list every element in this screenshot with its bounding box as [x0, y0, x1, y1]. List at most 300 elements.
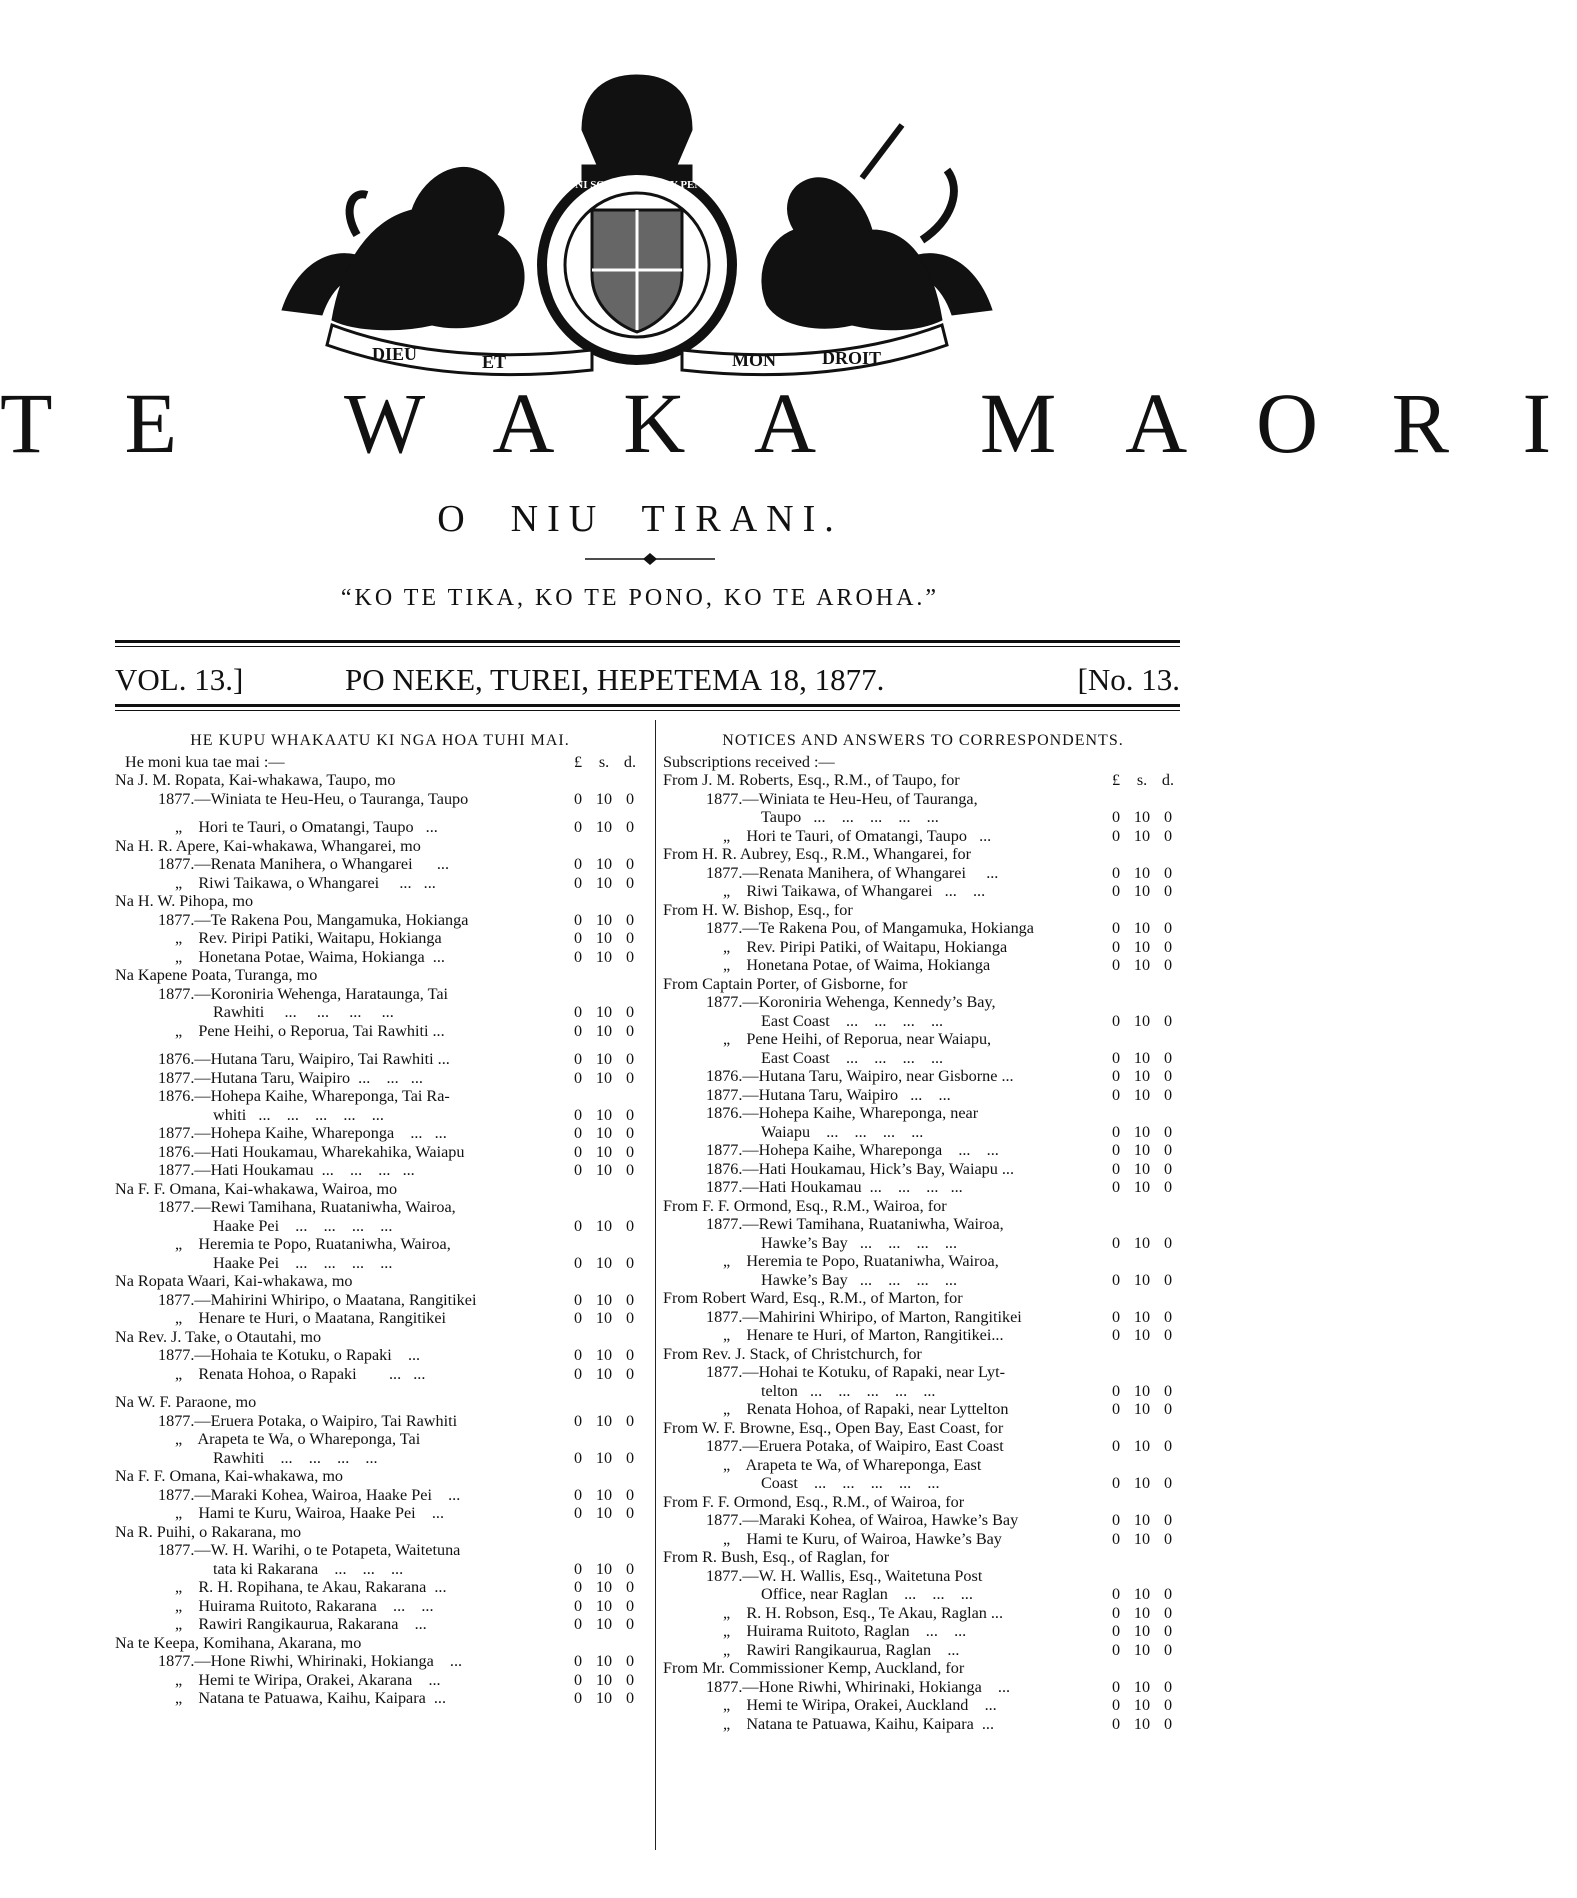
- amount: [1107, 1641, 1177, 1660]
- line-text: „ Natana te Patuawa, Kaihu, Kaipara ...: [723, 1714, 995, 1733]
- subscription-line: [115, 892, 645, 911]
- shillings-value: 10: [595, 1068, 613, 1087]
- subscription-line: [663, 1086, 1183, 1105]
- line-text: 1877.—Hone Riwhi, Whirinaki, Hokianga ...: [158, 1652, 463, 1670]
- pence-value: 0: [1163, 956, 1173, 974]
- pence-value: 0: [1163, 1640, 1173, 1659]
- subscription-line: [115, 1449, 645, 1468]
- line-text: „ Huirama Ruitoto, Rakarana ... ...: [175, 1596, 434, 1615]
- line-text: „ Hami te Kuru, of Wairoa, Hawke’s Bay: [723, 1529, 1002, 1548]
- pence-value: 0: [1163, 1622, 1173, 1640]
- shillings-value: 10: [1133, 1677, 1151, 1696]
- pounds-value: 0: [573, 1559, 583, 1578]
- pounds-value: 0: [1111, 1048, 1121, 1067]
- shillings-value: 10: [595, 1161, 613, 1179]
- pounds-value: 0: [573, 855, 583, 873]
- line-text: 1876.—Hutana Taru, Waipiro, Tai Rawhiti ...: [158, 1050, 450, 1068]
- line-text: Waiapu ... ... ... ...: [761, 1122, 924, 1141]
- pounds-value: 0: [1111, 1474, 1121, 1492]
- pounds-value: 0: [1111, 1622, 1121, 1640]
- amount: [569, 1560, 639, 1579]
- column-heading: NOTICES AND ANSWERS TO CORRESPONDENTS.: [722, 732, 1124, 749]
- subscription-line: [663, 1271, 1183, 1290]
- shillings-value: 10: [595, 1596, 613, 1615]
- pounds-value: 0: [1111, 1178, 1121, 1196]
- shillings-value: 10: [595, 947, 613, 966]
- pounds-value: 0: [573, 1596, 583, 1615]
- shillings-value: 10: [1133, 1400, 1151, 1418]
- subscription-line: [115, 1328, 645, 1347]
- pence-value: 0: [625, 1068, 635, 1087]
- subscription-line: [115, 948, 645, 967]
- line-text: Coast ... ... ... ... ...: [761, 1474, 940, 1492]
- pence-value: 0: [625, 910, 635, 929]
- line-text: „ Hori te Tauri, of Omatangi, Taupo ...: [723, 826, 992, 845]
- pounds-unit: £: [573, 752, 583, 771]
- pounds-value: 0: [1111, 882, 1121, 900]
- subscription-line: [115, 1143, 645, 1162]
- divider-ornament: [585, 552, 715, 566]
- amount: [1107, 938, 1177, 957]
- line-text: 1877.—Hutana Taru, Waipiro ... ... ...: [158, 1068, 423, 1087]
- pounds-value: 0: [1111, 1696, 1121, 1714]
- pence-value: 0: [625, 1050, 635, 1068]
- amount: [569, 1365, 639, 1384]
- shillings-value: 10: [595, 1050, 613, 1068]
- shillings-value: 10: [595, 1124, 613, 1142]
- pence-value: 0: [625, 1411, 635, 1430]
- line-text: „ Pene Heihi, of Reporua, near Waiapu,: [723, 1030, 992, 1048]
- line-text: Hawke’s Bay ... ... ... ...: [761, 1233, 958, 1252]
- shillings-value: 10: [1133, 1159, 1151, 1178]
- shillings-value: 10: [595, 1615, 613, 1633]
- line-text: „ Hami te Kuru, Wairoa, Haake Pei ...: [175, 1504, 445, 1522]
- amount: [1107, 1234, 1177, 1253]
- pounds-value: 0: [573, 1670, 583, 1689]
- line-text: From H. R. Aubrey, Esq., R.M., Whangarei, for: [663, 845, 971, 863]
- subscription-line: [115, 874, 645, 893]
- amount: [1107, 919, 1177, 938]
- line-text: „ Renata Hohoa, o Rapaki ... ...: [175, 1364, 426, 1383]
- shillings-value: 10: [1133, 1122, 1151, 1141]
- amount: [1107, 827, 1177, 846]
- shillings-value: 10: [595, 1003, 613, 1021]
- line-text: „ Henare te Huri, of Marton, Rangitikei...: [723, 1326, 1004, 1344]
- line-text: 1876.—Hutana Taru, Waipiro, near Gisborne ...: [706, 1067, 1014, 1085]
- amount: [569, 1597, 639, 1616]
- amount: [1107, 882, 1177, 901]
- line-text: 1877.—Koroniria Wehenga, Kennedy’s Bay,: [706, 993, 996, 1011]
- pence-value: 0: [625, 1485, 635, 1504]
- amount: [1107, 1141, 1177, 1160]
- subscription-line: [115, 1180, 645, 1199]
- pounds-value: 0: [573, 1068, 583, 1087]
- pounds-value: 0: [1111, 1714, 1121, 1733]
- line-text: „ R. H. Ropihana, te Akau, Rakarana ...: [175, 1578, 447, 1596]
- shillings-value: 10: [1133, 826, 1151, 845]
- subscription-line: [663, 753, 1183, 772]
- amount: [1107, 1086, 1177, 1105]
- subscription-line: [663, 1511, 1183, 1530]
- pounds-value: 0: [573, 910, 583, 929]
- line-text: 1877.—Rewi Tamihana, Ruataniwha, Wairoa,: [158, 1198, 456, 1216]
- subscription-line: [115, 1597, 645, 1616]
- line-text: „ Hemi te Wiripa, Orakei, Auckland ...: [723, 1696, 997, 1714]
- amount: [1107, 1012, 1177, 1031]
- pounds-value: 0: [1111, 919, 1121, 937]
- line-text: Na Ropata Waari, Kai-whakawa, mo: [115, 1272, 353, 1290]
- line-text: 1877.—Hone Riwhi, Whirinaki, Hokianga ...: [706, 1677, 1011, 1696]
- amount-header: [569, 753, 639, 772]
- shillings-value: 10: [595, 1411, 613, 1430]
- amount: [1107, 1474, 1177, 1493]
- subscription-line: [663, 1678, 1183, 1697]
- pounds-value: 0: [1111, 1011, 1121, 1030]
- line-text: „ Arapeta te Wa, o Whareponga, Tai: [175, 1430, 421, 1448]
- pence-unit: d.: [1161, 771, 1175, 789]
- amount: [569, 1003, 639, 1022]
- subscription-line: [115, 1022, 645, 1041]
- subscription-line: [115, 1467, 645, 1486]
- subscription-line: [115, 966, 645, 985]
- line-text: Taupo ... ... ... ... ...: [761, 808, 939, 826]
- subscription-line: [115, 1346, 645, 1365]
- amount: [1107, 1271, 1177, 1290]
- subscription-line: [663, 1437, 1183, 1456]
- pence-value: 0: [1163, 1603, 1173, 1622]
- amount: [1107, 1160, 1177, 1179]
- pounds-value: 0: [1111, 1381, 1121, 1400]
- line-text: 1877.—W. H. Wallis, Esq., Waitetuna Post: [706, 1566, 983, 1585]
- pence-value: 0: [625, 1021, 635, 1040]
- shillings-value: 10: [1133, 1307, 1151, 1326]
- shillings-value: 10: [595, 1253, 613, 1272]
- pence-value: 0: [1163, 1270, 1173, 1289]
- subscription-line: [663, 1567, 1183, 1586]
- subscription-line: [663, 845, 1183, 864]
- amount: [569, 1254, 639, 1273]
- pounds-value: 0: [1111, 1270, 1121, 1289]
- amount: [1107, 1678, 1177, 1697]
- subscription-line: [663, 956, 1183, 975]
- subscription-line: [663, 901, 1183, 920]
- line-text: „ Rawiri Rangikaurua, Raglan ...: [723, 1640, 960, 1659]
- subscription-line: [115, 1393, 645, 1412]
- subscription-line: [115, 1235, 645, 1254]
- amount: [569, 1504, 639, 1523]
- amount: [1107, 1530, 1177, 1549]
- amount: [1107, 1604, 1177, 1623]
- subscription-line: [663, 1252, 1183, 1271]
- subscription-line: [115, 1161, 645, 1180]
- line-text: From F. F. Ormond, Esq., R.M., of Wairoa, for: [663, 1492, 965, 1511]
- pounds-value: 0: [1111, 1529, 1121, 1548]
- dateline-rule-thick: [115, 704, 1180, 707]
- amount: [1107, 956, 1177, 975]
- pence-value: 0: [1163, 808, 1173, 826]
- subscription-line: [663, 882, 1183, 901]
- pounds-value: 0: [573, 1161, 583, 1179]
- subscription-line: [115, 1560, 645, 1579]
- line-text: From W. F. Browne, Esq., Open Bay, East Coast, for: [663, 1418, 1004, 1437]
- subscription-line: [663, 938, 1183, 957]
- amount: [1107, 1049, 1177, 1068]
- shillings-unit: s.: [598, 752, 610, 771]
- shillings-value: 10: [1133, 1326, 1151, 1344]
- pence-value: 0: [625, 1290, 635, 1309]
- amount: [1107, 1123, 1177, 1142]
- pounds-value: 0: [573, 1364, 583, 1383]
- pence-value: 0: [625, 818, 635, 836]
- line-text: „ Henare te Huri, o Maatana, Rangitikei: [175, 1309, 447, 1327]
- shillings-value: 10: [595, 1309, 613, 1327]
- subscription-line: [663, 1234, 1183, 1253]
- pounds-value: 0: [573, 818, 583, 836]
- line-text: From Mr. Commissioner Kemp, Auckland, for: [663, 1659, 965, 1677]
- subscription-line: [663, 1585, 1183, 1604]
- line-text: telton ... ... ... ... ...: [761, 1381, 936, 1400]
- pence-value: 0: [1163, 1178, 1173, 1196]
- amount: [569, 818, 639, 837]
- line-text: Subscriptions received :—: [663, 752, 835, 771]
- amount: [569, 929, 639, 948]
- line-text: 1877.—Maraki Kohea, Wairoa, Haake Pei ...: [158, 1485, 461, 1504]
- line-text: Office, near Raglan ... ... ...: [761, 1585, 973, 1603]
- line-text: 1877.—Hati Houkamau ... ... ... ...: [706, 1178, 963, 1196]
- shillings-value: 10: [595, 1504, 613, 1522]
- line-text: 1877.—Te Rakena Pou, of Mangamuka, Hokianga: [706, 919, 1034, 937]
- pence-value: 0: [625, 1652, 635, 1670]
- pence-value: 0: [625, 1309, 635, 1327]
- line-text: 1877.—Eruera Potaka, o Waipiro, Tai Rawhiti: [158, 1411, 458, 1430]
- pounds-value: 0: [573, 947, 583, 966]
- line-text: Na H. R. Apere, Kai-whakawa, Whangarei, mo: [115, 836, 421, 855]
- line-text: 1877.—Hati Houkamau ... ... ... ...: [158, 1161, 415, 1179]
- amount: [569, 1022, 639, 1041]
- shillings-value: 10: [595, 1021, 613, 1040]
- shillings-value: 10: [1133, 1640, 1151, 1659]
- shillings-value: 10: [595, 1578, 613, 1596]
- line-text: 1877.—Mahirini Whiripo, of Marton, Rangitikei: [706, 1307, 1022, 1326]
- line-text: whiti ... ... ... ... ...: [213, 1105, 384, 1124]
- pence-value: 0: [625, 1448, 635, 1467]
- line-text: Na Rev. J. Take, o Otautahi, mo: [115, 1327, 322, 1346]
- subscription-line: [663, 1160, 1183, 1179]
- amount: [569, 855, 639, 874]
- amount: [569, 1124, 639, 1143]
- amount: [1107, 1622, 1177, 1641]
- subscription-line: [115, 1504, 645, 1523]
- pence-value: 0: [625, 1689, 635, 1707]
- line-text: „ Hori te Tauri, o Omatangi, Taupo ...: [175, 818, 438, 836]
- pence-value: 0: [625, 1105, 635, 1124]
- pounds-value: 0: [573, 929, 583, 947]
- line-text: From Captain Porter, of Gisborne, for: [663, 974, 908, 993]
- pence-value: 0: [1163, 1511, 1173, 1529]
- line-text: He moni kua tae mai :—: [125, 752, 285, 771]
- line-text: 1877.—Rewi Tamihana, Ruataniwha, Wairoa,: [706, 1215, 1004, 1233]
- crest-motto-droit: DROIT: [822, 348, 882, 368]
- line-text: 1877.—Renata Manihera, o Whangarei ...: [158, 855, 449, 873]
- pounds-value: 0: [1111, 1585, 1121, 1603]
- pence-value: 0: [1163, 1529, 1173, 1548]
- line-text: 1877.—Hohaia te Kotuku, o Rapaki ...: [158, 1346, 421, 1364]
- pence-value: 0: [625, 1253, 635, 1272]
- line-text: From H. W. Bishop, Esq., for: [663, 900, 853, 919]
- pounds-value: 0: [1111, 1159, 1121, 1178]
- subscription-line: [115, 1069, 645, 1088]
- line-text: 1877.—Winiata te Heu-Heu, of Tauranga,: [706, 789, 978, 808]
- pence-value: 0: [625, 855, 635, 873]
- line-text: From Rev. J. Stack, of Christchurch, for: [663, 1344, 922, 1363]
- line-text: „ Natana te Patuawa, Kaihu, Kaipara ...: [175, 1689, 447, 1707]
- issue-number: [No. 13.: [1077, 662, 1180, 697]
- subscription-line: [115, 1689, 645, 1708]
- subscription-line: [115, 837, 645, 856]
- pence-value: 0: [625, 1216, 635, 1235]
- subscription-line: [115, 1634, 645, 1653]
- line-text: 1877.—Te Rakena Pou, Mangamuka, Hokianga: [158, 910, 469, 929]
- subscription-line: [663, 790, 1183, 809]
- subscription-line: [663, 1363, 1183, 1382]
- dateline: [115, 660, 1180, 700]
- crest-motto-dieu: DIEU: [372, 344, 418, 364]
- amount: [569, 911, 639, 930]
- amount: [1107, 1178, 1177, 1197]
- amount: [569, 1346, 639, 1365]
- pence-value: 0: [1163, 1011, 1173, 1030]
- shillings-value: 10: [595, 789, 613, 808]
- amount: [1107, 1308, 1177, 1327]
- amount-header: [1107, 771, 1177, 790]
- pounds-value: 0: [1111, 1067, 1121, 1085]
- pounds-value: 0: [573, 1448, 583, 1467]
- shillings-value: 10: [1133, 1270, 1151, 1289]
- shillings-value: 10: [1133, 1085, 1151, 1104]
- line-text: From R. Bush, Esq., of Raglan, for: [663, 1548, 890, 1566]
- subscription-line: [663, 1400, 1183, 1419]
- subscription-line: [663, 1326, 1183, 1345]
- pence-value: 0: [1163, 1141, 1173, 1159]
- line-text: 1877.—Winiata te Heu-Heu, o Tauranga, Taupo: [158, 789, 469, 808]
- pence-value: 0: [625, 1124, 635, 1142]
- pounds-value: 0: [1111, 863, 1121, 882]
- shillings-value: 10: [1133, 863, 1151, 882]
- subscription-line: [115, 1291, 645, 1310]
- pounds-value: 0: [573, 1504, 583, 1522]
- amount: [569, 1069, 639, 1088]
- line-text: Na F. F. Omana, Kai-whakawa, Wairoa, mo: [115, 1179, 398, 1198]
- pounds-unit: £: [1111, 771, 1121, 789]
- pence-value: 0: [625, 1142, 635, 1161]
- line-text: Na J. M. Ropata, Kai-whakawa, Taupo, mo: [115, 771, 396, 789]
- shillings-value: 10: [1133, 1048, 1151, 1067]
- shillings-value: 10: [595, 1689, 613, 1707]
- pence-value: 0: [1163, 1400, 1173, 1418]
- line-text: Rawhiti ... ... ... ...: [213, 1448, 378, 1467]
- subscription-line: [115, 1430, 645, 1449]
- pence-value: 0: [1163, 1326, 1173, 1344]
- line-text: „ Arapeta te Wa, of Whareponga, East: [723, 1455, 982, 1474]
- subscription-line: [663, 1382, 1183, 1401]
- shillings-value: 10: [1133, 1011, 1151, 1030]
- subscription-line: [115, 855, 645, 874]
- shillings-value: 10: [1133, 1529, 1151, 1548]
- subscription-line: [663, 864, 1183, 883]
- line-text: „ Rawiri Rangikaurua, Rakarana ...: [175, 1615, 427, 1633]
- pounds-value: 0: [573, 1216, 583, 1235]
- newspaper-motto: “KO TE TIKA, KO TE PONO, KO TE AROHA.”: [340, 585, 940, 611]
- pence-value: 0: [1163, 1437, 1173, 1455]
- pounds-value: 0: [1111, 1326, 1121, 1344]
- subscription-line: [115, 1615, 645, 1634]
- pounds-value: 0: [573, 789, 583, 808]
- shillings-value: 10: [1133, 1233, 1151, 1252]
- subscription-line: [663, 1530, 1183, 1549]
- pence-value: 0: [1163, 919, 1173, 937]
- crest-motto-mon: MON: [732, 350, 776, 370]
- pounds-value: 0: [573, 1411, 583, 1430]
- pence-value: 0: [625, 1596, 635, 1615]
- pounds-value: 0: [573, 1615, 583, 1633]
- amount: [569, 1050, 639, 1069]
- shillings-value: 10: [595, 1652, 613, 1670]
- pounds-value: 0: [1111, 1677, 1121, 1696]
- subscription-line: [663, 1067, 1183, 1086]
- amount: [1107, 1585, 1177, 1604]
- subscription-line: [115, 790, 645, 809]
- line-text: 1877.—Hohai te Kotuku, of Rapaki, near Lyt-: [706, 1363, 1005, 1381]
- shillings-value: 10: [595, 1290, 613, 1309]
- subscription-line: [663, 1197, 1183, 1216]
- subscription-line: [115, 985, 645, 1004]
- shillings-value: 10: [595, 1216, 613, 1235]
- pence-value: 0: [625, 1003, 635, 1021]
- column-heading: HE KUPU WHAKAATU KI NGA HOA TUHI MAI.: [190, 732, 570, 749]
- line-text: 1877.—Hohepa Kaihe, Whareponga ... ...: [706, 1141, 999, 1159]
- pounds-value: 0: [1111, 1640, 1121, 1659]
- pence-value: 0: [625, 1346, 635, 1364]
- subscription-line: [115, 1217, 645, 1236]
- pence-value: 0: [1163, 1067, 1173, 1085]
- newspaper-title: T E W A K A M A O R I: [0, 375, 1577, 471]
- amount: [1107, 1437, 1177, 1456]
- subscription-line: [663, 993, 1183, 1012]
- subscription-line: [115, 911, 645, 930]
- amount: [569, 1161, 639, 1180]
- crest-motto-et: ET: [482, 352, 507, 372]
- shillings-value: 10: [595, 1670, 613, 1689]
- garter-motto: HONI SOIT QUI MAL Y PENSE: [558, 179, 716, 191]
- amount: [1107, 1715, 1177, 1734]
- pence-value: 0: [1163, 826, 1173, 845]
- subscription-line: [115, 818, 645, 837]
- line-text: 1877.—W. H. Warihi, o te Potapeta, Waitetuna: [158, 1541, 461, 1559]
- amount: [1107, 1400, 1177, 1419]
- line-text: Rawhiti ... ... ... ...: [213, 1003, 394, 1021]
- pounds-value: 0: [1111, 826, 1121, 845]
- pence-value: 0: [625, 1670, 635, 1689]
- pounds-value: 0: [573, 1689, 583, 1707]
- line-text: Na W. F. Paraone, mo: [115, 1393, 257, 1411]
- pence-value: 0: [1163, 1585, 1173, 1603]
- subscription-line: [115, 1003, 645, 1022]
- pence-value: 0: [1163, 1085, 1173, 1104]
- subscription-line: [663, 1141, 1183, 1160]
- shillings-value: 10: [595, 929, 613, 947]
- subscription-line: [663, 1215, 1183, 1234]
- line-text: 1876.—Hati Houkamau, Hick’s Bay, Waiapu ...: [706, 1159, 1015, 1178]
